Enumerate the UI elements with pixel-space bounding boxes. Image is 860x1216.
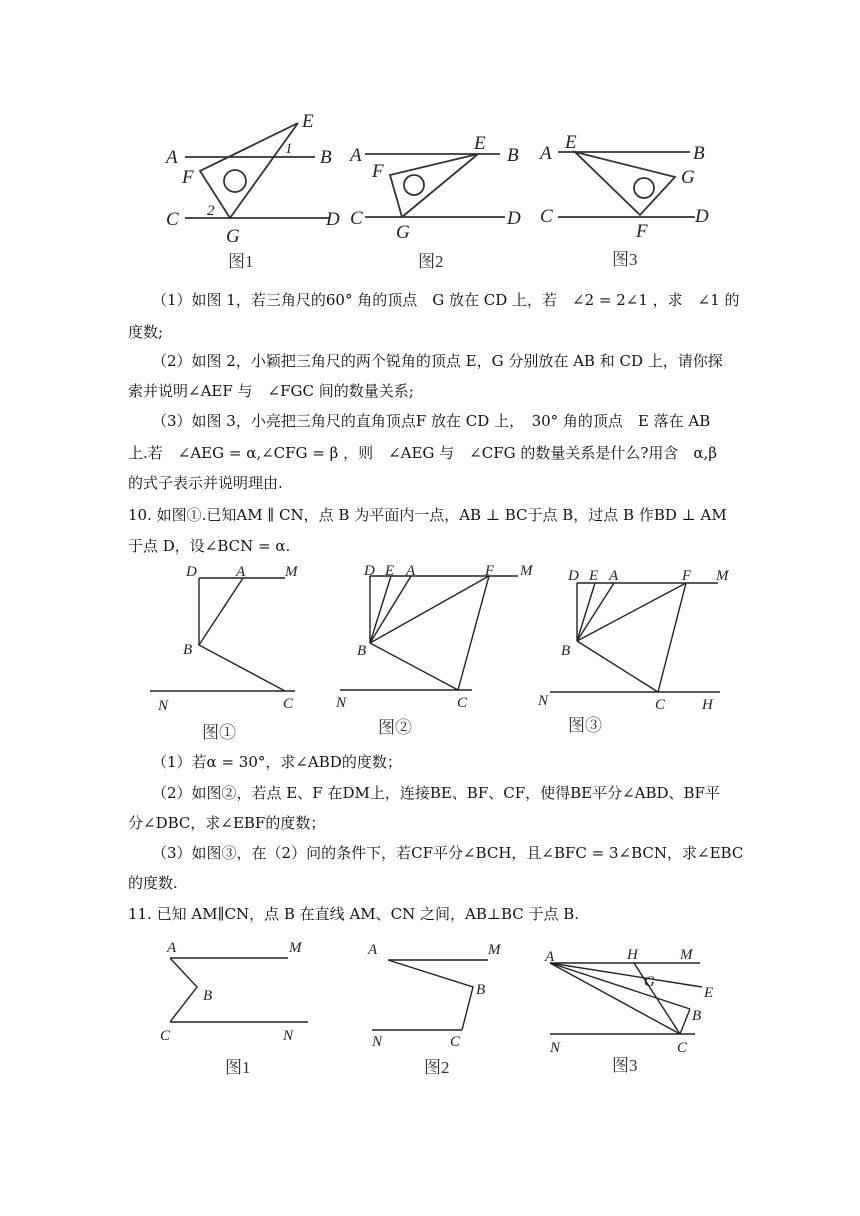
q9-fig1: [164, 111, 340, 271]
q10-part2-line2: 分∠DBC，求∠EBF的度数；: [128, 814, 326, 832]
label-M: M: [716, 568, 729, 584]
label-B: B: [507, 145, 519, 166]
label-C: C: [350, 208, 363, 229]
label-H: H: [702, 697, 713, 713]
label-C: C: [655, 697, 666, 713]
label-C: C: [540, 206, 553, 227]
label-C: C: [283, 696, 294, 712]
label-N: N: [550, 1040, 561, 1056]
label-G: G: [644, 974, 655, 990]
label-D: D: [507, 208, 521, 229]
fig3-caption: 图③: [568, 716, 602, 735]
q10-stem-line1: 10. 如图①.已知AM ∥ CN，点 B 为平面内一点，AB ⊥ BC于点 B，过点 B 作BD ⊥ AM: [128, 506, 727, 524]
fig1-caption: 图①: [202, 723, 236, 742]
label-B: B: [561, 643, 571, 659]
label-D: D: [568, 568, 579, 584]
q11-figures: [150, 930, 740, 1090]
label-A: A: [167, 940, 177, 956]
fig3-caption: 图3: [612, 1056, 638, 1075]
label-E: E: [565, 132, 577, 153]
q10-part2-line1: （2）如图②，若点 E、F 在DM上，连接BE、BF、CF，使得BE平分∠ABD、BF平: [152, 784, 720, 802]
q10-part3-line2: 的度数.: [128, 874, 178, 892]
label-B: B: [476, 982, 486, 998]
label-F: F: [682, 568, 692, 584]
label-F: F: [636, 221, 648, 242]
label-G: G: [681, 167, 695, 188]
label-N: N: [538, 693, 549, 709]
label-A: A: [166, 147, 178, 168]
q9-part3-line3: 的式子表示并说明理由.: [128, 474, 283, 492]
label-C: C: [457, 695, 468, 711]
label-D: D: [364, 563, 375, 579]
q9-fig3: [538, 132, 709, 269]
fig3-caption: 图3: [612, 250, 638, 269]
q10-fig2: [335, 563, 534, 737]
label-E: E: [589, 568, 599, 584]
label-D: D: [695, 206, 709, 227]
label-G: G: [396, 222, 410, 243]
label-F: F: [372, 161, 384, 182]
q9-part2-line2: 索并说明∠AEF 与 ∠FGC 间的数量关系;: [128, 382, 414, 400]
q10-part3-line1: （3）如图③，在（2）问的条件下，若CF平分∠BCH，且∠BFC = 3∠BCN，求∠EBC: [152, 844, 744, 862]
q9-figures: [150, 105, 750, 275]
angle-2-label: 2: [207, 203, 215, 219]
label-B: B: [320, 147, 332, 168]
label-B: B: [357, 643, 367, 659]
q10-fig3: [537, 568, 730, 735]
q11-fig1: [160, 940, 308, 1077]
label-C: C: [160, 1028, 171, 1044]
q9-part1-line2: 度数;: [128, 323, 164, 341]
q11-fig3: [544, 947, 713, 1075]
label-E: E: [474, 133, 486, 154]
label-C: C: [450, 1034, 461, 1050]
label-E: E: [385, 563, 395, 579]
label-M: M: [488, 942, 501, 958]
label-N: N: [283, 1028, 294, 1044]
label-D: D: [326, 209, 340, 230]
label-B: B: [692, 1008, 702, 1024]
label-E: E: [704, 985, 714, 1001]
q9-part3-line2: 上.若 ∠AEG = α,∠CFG = β ，则 ∠AEG 与 ∠CFG 的数量关系是什么?用含 α,β: [128, 444, 718, 462]
fig1-caption: 图1: [225, 1058, 251, 1077]
q10-fig1: [150, 564, 299, 742]
label-E: E: [302, 111, 314, 132]
fig2-caption: 图2: [418, 252, 444, 271]
label-M: M: [680, 947, 693, 963]
label-M: M: [520, 563, 533, 579]
label-N: N: [336, 695, 347, 711]
label-F: F: [182, 167, 194, 188]
label-A: A: [545, 949, 555, 965]
fig2-caption: 图②: [378, 718, 412, 737]
fig1-caption: 图1: [228, 252, 254, 271]
label-N: N: [158, 698, 169, 714]
label-A: A: [350, 145, 362, 166]
label-A: A: [368, 942, 378, 958]
q10-figures: [140, 560, 740, 745]
label-M: M: [285, 564, 298, 580]
label-A: A: [609, 568, 619, 584]
q11-fig2: [367, 942, 502, 1077]
q9-part1-line1: （1）如图 1，若三角尺的60° 角的顶点 G 放在 CD 上，若 ∠2 = 2∠1 ，求 ∠1 的: [152, 291, 740, 309]
q10-stem-line2: 于点 D，设∠BCN = α.: [128, 537, 291, 555]
label-F: F: [485, 563, 495, 579]
q9-part3-line1: （3）如图 3，小亮把三角尺的直角顶点F 放在 CD 上， 30° 角的顶点 E 落在 AB: [152, 412, 711, 430]
label-G: G: [226, 226, 240, 247]
label-A: A: [540, 143, 552, 164]
label-D: D: [186, 564, 197, 580]
label-B: B: [203, 988, 213, 1004]
label-A: A: [236, 564, 246, 580]
label-A: A: [406, 563, 416, 579]
label-N: N: [372, 1034, 383, 1050]
q11-stem: 11. 已知 AM∥CN，点 B 在直线 AM、CN 之间，AB⊥BC 于点 B.: [128, 905, 580, 923]
label-M: M: [289, 940, 302, 956]
label-C: C: [166, 209, 179, 230]
label-B: B: [183, 642, 193, 658]
q9-fig2: [348, 133, 521, 271]
label-B: B: [693, 143, 705, 164]
fig2-caption: 图2: [424, 1058, 450, 1077]
label-C: C: [677, 1040, 688, 1056]
angle-1-label: 1: [285, 141, 293, 157]
label-H: H: [627, 947, 638, 963]
q10-part1: （1）若α = 30°，求∠ABD的度数；: [152, 753, 402, 771]
q9-part2-line1: （2）如图 2，小颖把三角尺的两个锐角的顶点 E，G 分别放在 AB 和 CD 上，请你探: [152, 352, 723, 370]
